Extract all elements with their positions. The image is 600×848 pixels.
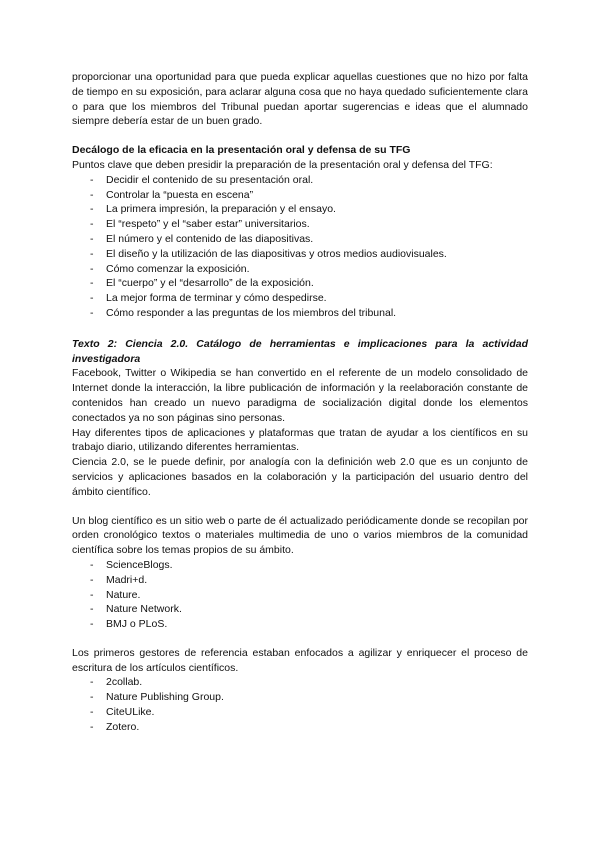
section2-paragraph-3: Ciencia 2.0, se le puede definir, por analogía con la definición web 2.0 que es un conjunto de servicios y aplicaciones basados en la colaboración y la participación del usuario dentro del ámbito científico.	[72, 456, 528, 498]
list-item: - 2collab.	[90, 675, 528, 690]
list-item: - BMJ o PLoS.	[90, 617, 528, 632]
list-item: - Controlar la “puesta en escena”	[90, 188, 528, 203]
list-item: - El diseño y la utilización de las diapositivas y otros medios audiovisuales.	[90, 247, 528, 262]
gestores-paragraph: Los primeros gestores de referencia estaban enfocados a agilizar y enriquecer el proceso de escritura de los artículos científicos.	[72, 646, 528, 674]
section2-heading: Texto 2: Ciencia 2.0. Catálogo de herramientas e implicaciones para la actividad investigadora	[72, 337, 528, 365]
list-item: - El número y el contenido de las diapositivas.	[90, 232, 528, 247]
decalogo-list	[72, 173, 528, 321]
list-item: - Nature.	[90, 588, 528, 603]
list-item: - Nature Publishing Group.	[90, 690, 528, 705]
list-item: - El “respeto” y el “saber estar” universitarios.	[90, 217, 528, 232]
section1-lead: Puntos clave que deben presidir la preparación de la presentación oral y defensa del TFG:	[72, 158, 493, 171]
gestores-list	[72, 675, 528, 734]
list-item: - ScienceBlogs.	[90, 558, 528, 573]
blog-list	[72, 558, 528, 632]
section2-paragraph-2: Hay diferentes tipos de aplicaciones y plataformas que tratan de ayudar a los científicos en su trabajo diario, utilizando diferentes herramientas.	[72, 426, 528, 454]
section2-paragraph-1: Facebook, Twitter o Wikipedia se han convertido en el referente de un modelo consolidado de Internet donde la interacción, la libre publicación de información y la reelaboración constante de contenidos han creado un nuevo paradigma de socialización digital donde los elementos conectados ya no son páginas sino personas.	[72, 367, 528, 424]
blog-paragraph: Un blog científico es un sitio web o parte de él actualizado periódicamente donde se recopilan por orden cronológico textos o materiales multimedia de uno o varios miembros de la comunidad científica sobre los temas propios de su ámbito.	[72, 514, 528, 557]
list-item: - Zotero.	[90, 720, 528, 735]
list-item: - La mejor forma de terminar y cómo despedirse.	[90, 291, 528, 306]
intro-paragraph: proporcionar una oportunidad para que pueda explicar aquellas cuestiones que no hizo por falta de tiempo en su exposición, para aclarar alguna cosa que no haya quedado suficientemente clara o para que los miembros del Tribunal puedan aportar sugerencias e ideas que el alumnado siempre debería estar de un buen grado.	[72, 71, 528, 128]
list-item: - El “cuerpo” y el “desarrollo” de la exposición.	[90, 276, 528, 291]
list-item: - Decidir el contenido de su presentación oral.	[90, 173, 528, 188]
list-item: - Nature Network.	[90, 602, 528, 617]
section1-heading: Decálogo de la eficacia en la presentación oral y defensa de su TFG	[72, 144, 411, 157]
list-item: - La primera impresión, la preparación y el ensayo.	[90, 202, 528, 217]
list-item: - Madri+d.	[90, 573, 528, 588]
list-item: - Cómo comenzar la exposición.	[90, 262, 528, 277]
list-item: - Cómo responder a las preguntas de los miembros del tribunal.	[90, 306, 528, 321]
list-item: - CiteULike.	[90, 705, 528, 720]
